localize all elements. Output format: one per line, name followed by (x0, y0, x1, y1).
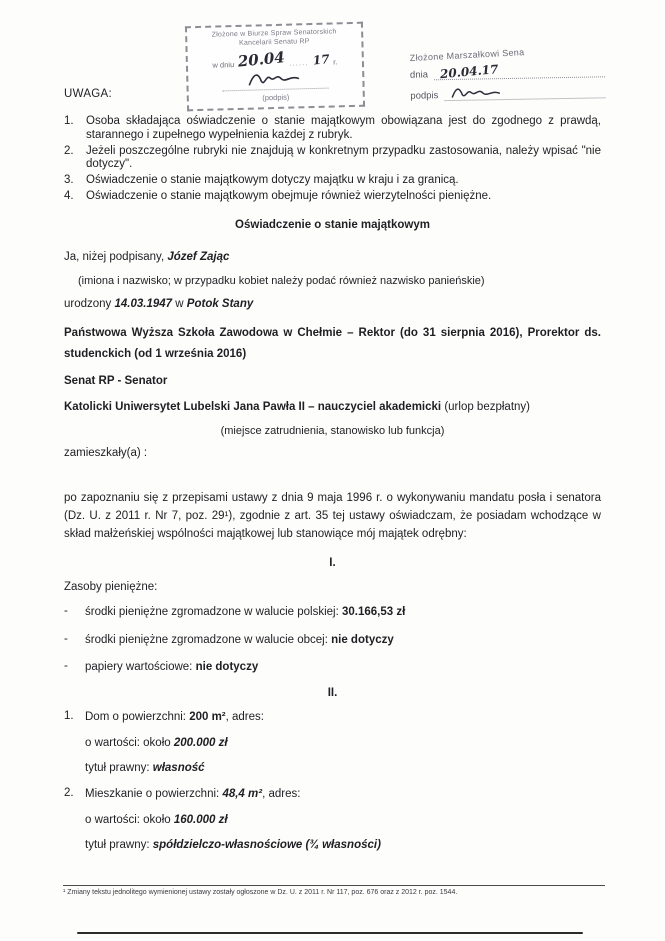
assets-item-label: środki pieniężne zgromadzone w walucie polskiej: (85, 606, 339, 619)
property-item (64, 787, 601, 863)
document-title: Oświadczenie o stanie majątkowym (235, 218, 430, 231)
employment-line-2: Senat RP - Senator (64, 375, 168, 388)
assets-item (64, 660, 601, 674)
footnote-area (63, 885, 605, 898)
legal-title-value: własność (152, 762, 205, 775)
assets-item (64, 633, 601, 647)
legal-paragraph: po zapoznaniu się z przepisami ustawy z dnia 9 maja 1996 r. o wykonywaniu mandatu posła i senatora (Dz. U. z 2011 r. Nr 7, poz. 29¹), zgodnie z art. 35 tej ustawy oświadczam, że posiadam wchodzące w skład małżeńskiej wspólności majątkowej lub stanowiące mój majątek odrębny: (64, 492, 601, 540)
section-1-intro: Zasoby pieniężne: (64, 580, 158, 593)
stamp-year-suffix: r. (333, 56, 338, 66)
instruction-item (64, 115, 601, 143)
property-number: 2. (64, 787, 74, 800)
employment-caption: (miejsce zatrudnienia, stanowisko lub funkcja) (220, 424, 445, 437)
instruction-number: 3. (64, 174, 74, 187)
property-value: 160.000 zł (173, 813, 228, 826)
date-label: dnia (409, 69, 429, 81)
names-caption: (imiona i nazwisko; w przypadku kobiet należy podać również nazwisko panieńskie) (78, 275, 485, 288)
birth-line (64, 297, 601, 311)
scan-artifact-line (77, 932, 583, 934)
podpis-label: podpis (410, 90, 439, 102)
assets-item-value: nie dotyczy (195, 660, 259, 673)
assets-item-text (85, 633, 601, 647)
dotted-fill: ...... (289, 57, 309, 68)
instruction-text: Jeżeli poszczególne rubryki nie znajdują w konkretnym przypadku zastosowania, należy wpisać "nie dotyczy". (86, 144, 601, 171)
section-2-heading: II. (327, 687, 338, 700)
assets-item-value: nie dotyczy (331, 633, 394, 646)
property-legal-line (85, 761, 601, 775)
instruction-item (64, 190, 601, 204)
legal-title-label: tytuł prawny: (85, 762, 150, 775)
dash-marker: - (64, 632, 68, 645)
property-value: 200.000 zł (173, 736, 228, 749)
uwaga-heading: UWAGA: (64, 88, 113, 100)
employment-line-3-note: (urlop bezpłatny) (444, 400, 530, 413)
instruction-item (64, 145, 601, 173)
property-value-line (85, 813, 601, 827)
property-area: 48,4 m² (222, 788, 263, 801)
property-label: Mieszkanie o powierzchni: (85, 788, 220, 801)
property-item (64, 710, 601, 786)
instruction-text: Osoba składająca oświadczenie o stanie majątkowym obowiązana jest do zgodnego z prawdą, starannego i zupełnego wypełnienia każdej z rubryk. (86, 115, 601, 141)
property-details (85, 710, 601, 786)
handwritten-year: 17 (311, 51, 330, 68)
podpis-label: (podpis) (262, 92, 290, 102)
born-label: urodzony (64, 298, 112, 311)
property-headline (85, 787, 601, 801)
property-area: 200 m² (189, 711, 226, 724)
assets-item-label: środki pieniężne zgromadzone w walucie obcej: (85, 633, 328, 646)
property-address-suffix: , adres: (262, 788, 301, 801)
signature-squiggle-icon (246, 69, 304, 89)
assets-item-value: 30.166,53 zł (341, 606, 406, 619)
stamp-signature-area (196, 65, 354, 89)
instruction-text: Oświadczenie o stanie majątkowym obejmuje również wierzytelności pieniężne. (86, 189, 492, 202)
declarant-intro: Ja, niżej podpisany, (64, 250, 165, 263)
handwritten-date: 20.04 (237, 47, 286, 71)
legal-title-label: tytuł prawny: (85, 839, 150, 852)
instructions-list (64, 115, 601, 204)
section-1-heading: I. (329, 556, 336, 569)
assets-item-text (85, 605, 601, 619)
property-address-suffix: , adres: (225, 711, 264, 724)
assets-item-label: papiery wartościowe: (85, 660, 193, 673)
declarant-line (64, 250, 601, 264)
instruction-item (64, 174, 601, 188)
property-number: 1. (64, 710, 74, 723)
birth-date: 14.03.1947 (114, 298, 173, 311)
value-label: o wartości: około (85, 736, 171, 749)
dash-marker: - (64, 605, 68, 618)
handwritten-date-cell (434, 62, 605, 80)
stamp-text-line: Kancelarii Senatu RP (239, 37, 310, 47)
instruction-number: 2. (64, 144, 74, 157)
footnote-text: ¹ Zmiany tekstu jednolitego wymienionej ustawy zostały ogłoszone w Dz. U. z 2011 r. Nr 117, poz. 676 oraz z 2012 r. poz. 1544. (63, 889, 458, 896)
dash-marker: - (64, 659, 68, 672)
property-label: Dom o powierzchni: (85, 711, 186, 724)
instruction-number: 1. (64, 115, 74, 127)
property-value-line (85, 736, 601, 750)
stamp-date-prefix: w dniu (212, 59, 235, 70)
property-headline (85, 710, 601, 724)
employment-line-3-main: Katolicki Uniwersytet Lubelski Jana Pawła II – nauczyciel akademicki (64, 400, 442, 413)
employment-line-1: Państwowa Wyższa Szkoła Zawodowa w Chełmie – Rektor (do 31 sierpnia 2016), Prorektor ds. studenckich (od 1 września 2016) (64, 326, 601, 361)
footnote-divider (63, 885, 605, 886)
legal-title-value: spółdzielczo-własnościowe (¾ własności) (152, 839, 381, 852)
assets-item (64, 605, 601, 619)
assets-item-text (85, 660, 601, 674)
property-legal-line (85, 838, 601, 852)
residence-label: zamieszkały(a) : (64, 446, 148, 459)
born-in: w (175, 298, 184, 311)
handwritten-date: 20.04.17 (439, 62, 499, 82)
stamp-date-row (410, 62, 605, 80)
instruction-number: 4. (64, 189, 74, 202)
employment-line-3 (64, 400, 601, 414)
property-details (85, 787, 601, 863)
stamp-text-line: Złożone Marszałkowi Sena (409, 47, 525, 64)
birth-place: Potok Stany (186, 298, 254, 311)
document-body (64, 88, 601, 865)
instruction-text: Oświadczenie o stanie majątkowym dotyczy majątku w kraju i za granicą. (86, 174, 459, 187)
declarant-name: Józef Zając (167, 250, 230, 263)
value-label: o wartości: około (85, 813, 171, 826)
stamp-text-line: Złożone w Biurze Spraw Senatorskich (211, 28, 337, 39)
